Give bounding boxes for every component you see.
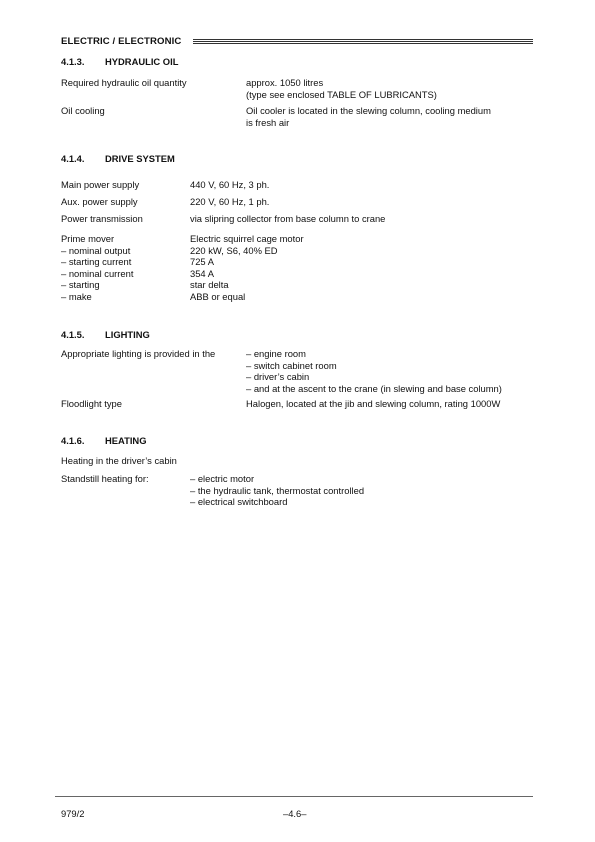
make-value: ABB or equal bbox=[190, 290, 246, 302]
aux-power-value: 220 V, 60 Hz, 1 ph. bbox=[190, 196, 270, 207]
section-number-heating: 4.1.6. bbox=[61, 435, 85, 446]
section-number-drive: 4.1.4. bbox=[61, 153, 85, 164]
list-item: – switch cabinet room bbox=[246, 359, 337, 371]
section-number-hydraulic: 4.1.3. bbox=[61, 56, 85, 67]
standstill-heating-label: Standstill heating for: bbox=[61, 473, 149, 484]
floodlight-type-label: Floodlight type bbox=[61, 398, 122, 409]
prime-mover-values bbox=[190, 233, 304, 302]
page-header-title: ELECTRIC / ELECTRONIC bbox=[61, 36, 182, 47]
starting-value: star delta bbox=[190, 279, 229, 290]
list-item: – engine room bbox=[246, 348, 306, 359]
section-number-lighting: 4.1.5. bbox=[61, 329, 85, 340]
heating-intro: Heating in the driver’s cabin bbox=[61, 455, 177, 466]
power-transmission-value: via slipring collector from base column to crane bbox=[190, 213, 386, 224]
standstill-heating-list bbox=[190, 473, 364, 508]
section-title-lighting: LIGHTING bbox=[105, 329, 150, 340]
nominal-output-label: – nominal output bbox=[61, 244, 131, 256]
nominal-output-value: 220 kW, S6, 40% ED bbox=[190, 244, 278, 256]
prime-mover-labels bbox=[61, 233, 133, 302]
hydraulic-quantity-label: Required hydraulic oil quantity bbox=[61, 77, 187, 88]
footer-rule bbox=[55, 796, 533, 797]
aux-power-label: Aux. power supply bbox=[61, 196, 138, 207]
list-item: – and at the ascent to the crane (in slewing and base column) bbox=[246, 382, 502, 394]
prime-mover-value: Electric squirrel cage motor bbox=[190, 233, 304, 244]
power-transmission-label: Power transmission bbox=[61, 213, 143, 224]
lighting-locations-list bbox=[246, 348, 502, 394]
list-item: – electric motor bbox=[190, 473, 255, 484]
nominal-current-value: 354 A bbox=[190, 267, 214, 279]
footer-doc-code: 979/2 bbox=[61, 808, 85, 819]
list-item: – the hydraulic tank, thermostat controlled bbox=[190, 484, 365, 496]
list-item: – driver’s cabin bbox=[246, 371, 310, 382]
footer-page-number: –4.6– bbox=[283, 808, 307, 819]
nominal-current-label: – nominal current bbox=[61, 267, 134, 279]
floodlight-type-value: Halogen, located at the jib and slewing column, rating 1000W bbox=[246, 398, 501, 409]
main-power-value: 440 V, 60 Hz, 3 ph. bbox=[190, 179, 270, 190]
oil-cooling-value bbox=[246, 105, 491, 128]
make-label: – make bbox=[61, 290, 92, 302]
starting-label: – starting bbox=[61, 279, 100, 290]
oil-cooling-label: Oil cooling bbox=[61, 105, 105, 116]
section-title-hydraulic: HYDRAULIC OIL bbox=[105, 56, 179, 67]
prime-mover-label: Prime mover bbox=[61, 233, 115, 244]
oil-cooling-line-2: is fresh air bbox=[246, 116, 290, 128]
list-item: – electrical switchboard bbox=[190, 496, 288, 507]
lighting-provided-label: Appropriate lighting is provided in the bbox=[61, 348, 216, 359]
main-power-label: Main power supply bbox=[61, 179, 140, 190]
section-title-drive: DRIVE SYSTEM bbox=[105, 153, 175, 164]
section-title-heating: HEATING bbox=[105, 435, 147, 446]
hydraulic-quantity-line-2: (type see enclosed TABLE OF LUBRICANTS) bbox=[246, 88, 437, 100]
hydraulic-quantity-value bbox=[246, 77, 437, 100]
starting-current-value: 725 A bbox=[190, 256, 214, 267]
starting-current-label: – starting current bbox=[61, 256, 132, 267]
hydraulic-quantity-line-1: approx. 1050 litres bbox=[246, 77, 324, 88]
header-rule-lines bbox=[193, 39, 533, 46]
oil-cooling-line-1: Oil cooler is located in the slewing column, cooling medium bbox=[246, 105, 491, 116]
